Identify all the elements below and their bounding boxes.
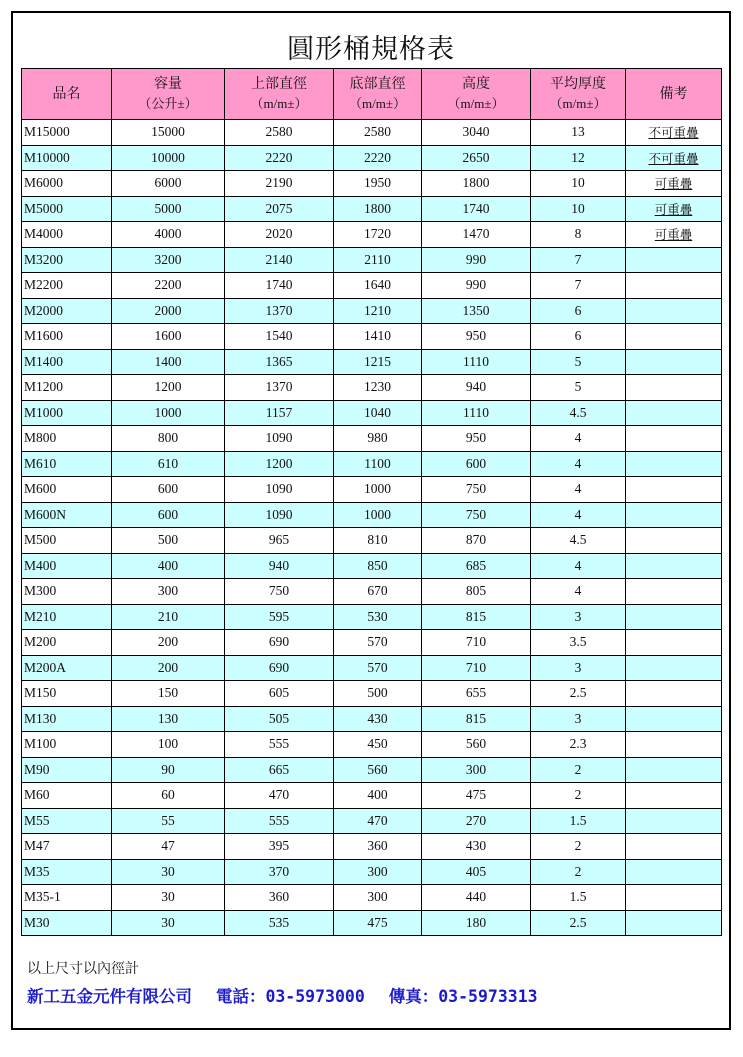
cell-remarks	[626, 451, 722, 477]
header-height: 高度 （m/m±）	[422, 69, 531, 120]
cell-capacity: 55	[112, 808, 225, 834]
table-row	[22, 273, 722, 299]
cell-thickness: 3	[531, 655, 626, 681]
table-row	[22, 298, 722, 324]
cell-capacity: 2000	[112, 298, 225, 324]
cell-capacity: 30	[112, 859, 225, 885]
cell-remarks	[626, 783, 722, 809]
table-row	[22, 477, 722, 503]
cell-remarks	[626, 324, 722, 350]
header-capacity: 容量 （公升±）	[112, 69, 225, 120]
cell-height: 750	[422, 477, 531, 503]
cell-bottom-diameter: 570	[334, 655, 422, 681]
cell-bottom-diameter: 2580	[334, 120, 422, 146]
cell-height: 940	[422, 375, 531, 401]
cell-capacity: 600	[112, 502, 225, 528]
cell-name: M60	[22, 783, 112, 809]
cell-thickness: 3	[531, 604, 626, 630]
cell-top-diameter: 505	[225, 706, 334, 732]
table-row	[22, 655, 722, 681]
cell-height: 600	[422, 451, 531, 477]
cell-name: M800	[22, 426, 112, 452]
cell-top-diameter: 2220	[225, 145, 334, 171]
cell-height: 1350	[422, 298, 531, 324]
cell-bottom-diameter: 1000	[334, 477, 422, 503]
cell-name: M610	[22, 451, 112, 477]
cell-height: 180	[422, 910, 531, 936]
cell-height: 1470	[422, 222, 531, 248]
cell-remarks	[626, 681, 722, 707]
company-name: 新工五金元件有限公司	[27, 987, 192, 1006]
cell-remarks	[626, 604, 722, 630]
cell-remarks	[626, 375, 722, 401]
cell-name: M600	[22, 477, 112, 503]
cell-capacity: 4000	[112, 222, 225, 248]
table-row	[22, 834, 722, 860]
cell-height: 2650	[422, 145, 531, 171]
cell-capacity: 100	[112, 732, 225, 758]
cell-capacity: 800	[112, 426, 225, 452]
cell-capacity: 1200	[112, 375, 225, 401]
table-row	[22, 247, 722, 273]
cell-remarks	[626, 553, 722, 579]
table-row	[22, 910, 722, 936]
cell-name: M6000	[22, 171, 112, 197]
table-row	[22, 120, 722, 146]
cell-bottom-diameter: 360	[334, 834, 422, 860]
cell-height: 805	[422, 579, 531, 605]
cell-top-diameter: 605	[225, 681, 334, 707]
cell-thickness: 4	[531, 451, 626, 477]
cell-remarks	[626, 910, 722, 936]
cell-name: M35	[22, 859, 112, 885]
cell-remarks: 可重疊	[626, 171, 722, 197]
cell-top-diameter: 750	[225, 579, 334, 605]
cell-remarks	[626, 859, 722, 885]
cell-capacity: 1600	[112, 324, 225, 350]
cell-bottom-diameter: 2220	[334, 145, 422, 171]
table-row	[22, 451, 722, 477]
cell-height: 475	[422, 783, 531, 809]
cell-name: M4000	[22, 222, 112, 248]
cell-height: 1800	[422, 171, 531, 197]
cell-remarks	[626, 247, 722, 273]
cell-name: M600N	[22, 502, 112, 528]
cell-remarks	[626, 273, 722, 299]
cell-name: M1200	[22, 375, 112, 401]
cell-bottom-diameter: 1230	[334, 375, 422, 401]
cell-thickness: 7	[531, 247, 626, 273]
cell-top-diameter: 940	[225, 553, 334, 579]
cell-top-diameter: 360	[225, 885, 334, 911]
cell-top-diameter: 1157	[225, 400, 334, 426]
cell-height: 870	[422, 528, 531, 554]
table-row	[22, 145, 722, 171]
cell-top-diameter: 2580	[225, 120, 334, 146]
cell-capacity: 5000	[112, 196, 225, 222]
cell-height: 950	[422, 426, 531, 452]
cell-bottom-diameter: 810	[334, 528, 422, 554]
cell-height: 815	[422, 604, 531, 630]
cell-thickness: 1.5	[531, 808, 626, 834]
cell-remarks	[626, 757, 722, 783]
cell-remarks	[626, 502, 722, 528]
cell-thickness: 1.5	[531, 885, 626, 911]
cell-height: 3040	[422, 120, 531, 146]
cell-name: M150	[22, 681, 112, 707]
table-row	[22, 706, 722, 732]
cell-name: M1400	[22, 349, 112, 375]
cell-thickness: 13	[531, 120, 626, 146]
cell-thickness: 2	[531, 757, 626, 783]
cell-bottom-diameter: 450	[334, 732, 422, 758]
cell-capacity: 10000	[112, 145, 225, 171]
cell-height: 1110	[422, 349, 531, 375]
table-row	[22, 502, 722, 528]
cell-bottom-diameter: 2110	[334, 247, 422, 273]
cell-height: 990	[422, 273, 531, 299]
table-header-row	[22, 69, 722, 120]
table-row	[22, 324, 722, 350]
contact-line	[27, 983, 552, 1007]
cell-top-diameter: 555	[225, 808, 334, 834]
cell-remarks: 可重疊	[626, 222, 722, 248]
cell-remarks	[626, 732, 722, 758]
table-row	[22, 579, 722, 605]
cell-bottom-diameter: 560	[334, 757, 422, 783]
cell-top-diameter: 690	[225, 655, 334, 681]
cell-remarks	[626, 426, 722, 452]
table-row	[22, 604, 722, 630]
phone-number: 電話：03-5973000	[215, 987, 365, 1006]
cell-capacity: 130	[112, 706, 225, 732]
table-row	[22, 375, 722, 401]
cell-bottom-diameter: 850	[334, 553, 422, 579]
cell-remarks	[626, 808, 722, 834]
cell-bottom-diameter: 400	[334, 783, 422, 809]
cell-thickness: 2.3	[531, 732, 626, 758]
cell-top-diameter: 665	[225, 757, 334, 783]
cell-capacity: 600	[112, 477, 225, 503]
page-title: 圓形桶規格表	[287, 34, 455, 65]
cell-thickness: 12	[531, 145, 626, 171]
cell-height: 405	[422, 859, 531, 885]
cell-capacity: 300	[112, 579, 225, 605]
cell-height: 990	[422, 247, 531, 273]
header-thickness: 平均厚度 （m/m±）	[531, 69, 626, 120]
cell-top-diameter: 2075	[225, 196, 334, 222]
cell-height: 440	[422, 885, 531, 911]
table-row	[22, 349, 722, 375]
cell-top-diameter: 690	[225, 630, 334, 656]
cell-thickness: 4.5	[531, 528, 626, 554]
cell-top-diameter: 470	[225, 783, 334, 809]
cell-thickness: 4	[531, 426, 626, 452]
cell-height: 685	[422, 553, 531, 579]
cell-name: M5000	[22, 196, 112, 222]
cell-top-diameter: 370	[225, 859, 334, 885]
cell-thickness: 6	[531, 324, 626, 350]
cell-top-diameter: 1200	[225, 451, 334, 477]
cell-height: 710	[422, 655, 531, 681]
table-row	[22, 783, 722, 809]
cell-height: 815	[422, 706, 531, 732]
cell-bottom-diameter: 1100	[334, 451, 422, 477]
cell-height: 560	[422, 732, 531, 758]
cell-name: M100	[22, 732, 112, 758]
cell-height: 300	[422, 757, 531, 783]
cell-height: 430	[422, 834, 531, 860]
cell-top-diameter: 1370	[225, 375, 334, 401]
cell-name: M35-1	[22, 885, 112, 911]
cell-thickness: 2.5	[531, 681, 626, 707]
cell-name: M2000	[22, 298, 112, 324]
spec-table	[21, 68, 722, 936]
cell-bottom-diameter: 1000	[334, 502, 422, 528]
cell-bottom-diameter: 470	[334, 808, 422, 834]
cell-name: M500	[22, 528, 112, 554]
cell-bottom-diameter: 570	[334, 630, 422, 656]
cell-bottom-diameter: 1210	[334, 298, 422, 324]
cell-thickness: 2	[531, 783, 626, 809]
cell-capacity: 1000	[112, 400, 225, 426]
cell-thickness: 10	[531, 171, 626, 197]
cell-top-diameter: 2140	[225, 247, 334, 273]
table-row	[22, 681, 722, 707]
cell-top-diameter: 535	[225, 910, 334, 936]
cell-bottom-diameter: 1950	[334, 171, 422, 197]
cell-top-diameter: 2020	[225, 222, 334, 248]
cell-height: 1110	[422, 400, 531, 426]
cell-name: M200A	[22, 655, 112, 681]
cell-name: M55	[22, 808, 112, 834]
cell-remarks	[626, 349, 722, 375]
cell-thickness: 3.5	[531, 630, 626, 656]
cell-bottom-diameter: 430	[334, 706, 422, 732]
table-row	[22, 222, 722, 248]
table-row	[22, 400, 722, 426]
cell-thickness: 10	[531, 196, 626, 222]
footnote: 以上尺寸以內徑計	[27, 961, 139, 977]
cell-thickness: 4	[531, 553, 626, 579]
cell-remarks	[626, 834, 722, 860]
cell-name: M2200	[22, 273, 112, 299]
cell-remarks	[626, 298, 722, 324]
cell-height: 1740	[422, 196, 531, 222]
cell-bottom-diameter: 1800	[334, 196, 422, 222]
cell-thickness: 2	[531, 834, 626, 860]
table-row	[22, 426, 722, 452]
cell-name: M200	[22, 630, 112, 656]
cell-top-diameter: 1540	[225, 324, 334, 350]
cell-remarks	[626, 477, 722, 503]
cell-remarks	[626, 655, 722, 681]
cell-name: M300	[22, 579, 112, 605]
cell-capacity: 610	[112, 451, 225, 477]
cell-capacity: 1400	[112, 349, 225, 375]
cell-capacity: 30	[112, 910, 225, 936]
cell-top-diameter: 1090	[225, 477, 334, 503]
cell-capacity: 200	[112, 655, 225, 681]
cell-remarks	[626, 630, 722, 656]
cell-height: 750	[422, 502, 531, 528]
cell-name: M1000	[22, 400, 112, 426]
cell-bottom-diameter: 300	[334, 885, 422, 911]
cell-thickness: 6	[531, 298, 626, 324]
cell-thickness: 5	[531, 349, 626, 375]
header-top-diameter: 上部直徑 （m/m±）	[225, 69, 334, 120]
cell-height: 655	[422, 681, 531, 707]
spec-table-body	[22, 120, 722, 936]
header-remarks: 備考	[626, 69, 722, 120]
cell-remarks: 可重疊	[626, 196, 722, 222]
cell-bottom-diameter: 530	[334, 604, 422, 630]
cell-capacity: 150	[112, 681, 225, 707]
cell-capacity: 210	[112, 604, 225, 630]
cell-top-diameter: 1740	[225, 273, 334, 299]
cell-top-diameter: 965	[225, 528, 334, 554]
table-row	[22, 757, 722, 783]
cell-remarks	[626, 528, 722, 554]
cell-top-diameter: 2190	[225, 171, 334, 197]
cell-name: M1600	[22, 324, 112, 350]
cell-bottom-diameter: 1215	[334, 349, 422, 375]
cell-bottom-diameter: 500	[334, 681, 422, 707]
table-row	[22, 630, 722, 656]
cell-bottom-diameter: 1720	[334, 222, 422, 248]
table-row	[22, 528, 722, 554]
cell-thickness: 8	[531, 222, 626, 248]
cell-remarks	[626, 706, 722, 732]
cell-capacity: 30	[112, 885, 225, 911]
cell-thickness: 7	[531, 273, 626, 299]
cell-name: M47	[22, 834, 112, 860]
cell-height: 710	[422, 630, 531, 656]
cell-bottom-diameter: 1410	[334, 324, 422, 350]
table-row	[22, 885, 722, 911]
cell-thickness: 4	[531, 579, 626, 605]
cell-top-diameter: 1090	[225, 502, 334, 528]
cell-thickness: 4	[531, 477, 626, 503]
cell-top-diameter: 1090	[225, 426, 334, 452]
cell-capacity: 3200	[112, 247, 225, 273]
cell-thickness: 3	[531, 706, 626, 732]
cell-bottom-diameter: 300	[334, 859, 422, 885]
cell-name: M90	[22, 757, 112, 783]
cell-bottom-diameter: 980	[334, 426, 422, 452]
cell-name: M400	[22, 553, 112, 579]
table-row	[22, 171, 722, 197]
table-row	[22, 553, 722, 579]
cell-top-diameter: 395	[225, 834, 334, 860]
cell-name: M15000	[22, 120, 112, 146]
cell-bottom-diameter: 475	[334, 910, 422, 936]
cell-name: M10000	[22, 145, 112, 171]
header-bottom-diameter: 底部直徑 （m/m±）	[334, 69, 422, 120]
table-row	[22, 859, 722, 885]
cell-bottom-diameter: 1640	[334, 273, 422, 299]
cell-top-diameter: 555	[225, 732, 334, 758]
cell-capacity: 15000	[112, 120, 225, 146]
cell-height: 950	[422, 324, 531, 350]
cell-top-diameter: 1370	[225, 298, 334, 324]
cell-capacity: 47	[112, 834, 225, 860]
cell-name: M210	[22, 604, 112, 630]
fax-number: 傳真：03-5973313	[388, 987, 538, 1006]
table-row	[22, 196, 722, 222]
cell-thickness: 4	[531, 502, 626, 528]
page-frame	[11, 11, 731, 1030]
cell-capacity: 2200	[112, 273, 225, 299]
cell-remarks: 不可重疊	[626, 145, 722, 171]
cell-capacity: 60	[112, 783, 225, 809]
cell-capacity: 90	[112, 757, 225, 783]
cell-remarks	[626, 579, 722, 605]
cell-height: 270	[422, 808, 531, 834]
cell-name: M130	[22, 706, 112, 732]
cell-thickness: 5	[531, 375, 626, 401]
cell-top-diameter: 595	[225, 604, 334, 630]
cell-capacity: 500	[112, 528, 225, 554]
cell-capacity: 200	[112, 630, 225, 656]
cell-bottom-diameter: 670	[334, 579, 422, 605]
table-row	[22, 808, 722, 834]
cell-remarks: 不可重疊	[626, 120, 722, 146]
cell-remarks	[626, 885, 722, 911]
cell-thickness: 2	[531, 859, 626, 885]
cell-bottom-diameter: 1040	[334, 400, 422, 426]
cell-top-diameter: 1365	[225, 349, 334, 375]
cell-thickness: 2.5	[531, 910, 626, 936]
cell-name: M30	[22, 910, 112, 936]
cell-remarks	[626, 400, 722, 426]
cell-name: M3200	[22, 247, 112, 273]
table-row	[22, 732, 722, 758]
cell-thickness: 4.5	[531, 400, 626, 426]
cell-capacity: 400	[112, 553, 225, 579]
cell-capacity: 6000	[112, 171, 225, 197]
header-name: 品名	[22, 69, 112, 120]
